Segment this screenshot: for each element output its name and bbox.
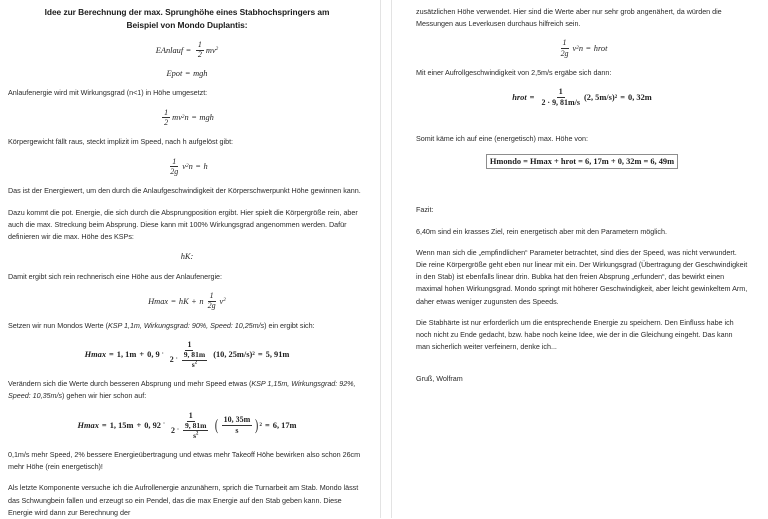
fraction-one-over-2g: $\frac{1}{2g}$	[170, 156, 179, 176]
paragraph-stabhaerte: Die Stabhärte ist nur erforderlich um die entsprechende Energie zu speichern. Den Einfluss habe ich noch nicht zu Ende gedacht, bzw. habe noch keine Idee, wie der in die Gleichung eingeht. Das kann man sicherlich weiter verfeinern, denke ich...	[416, 317, 734, 352]
fraction-one-over-2g-numeric: $\frac{1}{2 \cdot 9, 81m/s}$	[541, 87, 580, 107]
formula-hrot-general: $\frac{1}{2g}$ v 2 n = hrot	[560, 38, 608, 58]
math-value-speed: (10, 25m/s)	[213, 350, 253, 360]
paragraph-energiewert: Das ist der Energiewert, um den durch die Anlaufgeschwindigkeit der Körperschwerpunkt Höhe gewinnen kann.	[8, 186, 361, 196]
fraction-one-over-2g-numeric: 1 2 · $\frac{9, 81m}{s^2}$	[170, 410, 207, 440]
left-column	[0, 0, 384, 518]
para-better-pre: Verändern sich die Werte durch besseren Absprung und mehr Speed etwas (	[8, 379, 252, 389]
formula-hmax-case1: Hmax = 1, 1m + 0, 9 · 1 2 · $\frac{9, 81m}{s^2}$ (10, 25m/s) 2 = 5, 91m	[84, 339, 290, 370]
math-exponent: 2	[215, 46, 219, 53]
spacer	[416, 116, 748, 133]
formula-height-from-speed: $\frac{1}{2g}$ v 2 n = h	[170, 156, 208, 176]
fraction-g-value: $\frac{9, 81m}{s^2}$	[183, 350, 206, 370]
math-result-hmax2: 6, 17m	[272, 420, 297, 430]
fraction-speed: $\frac{10, 35m}{s}$	[223, 415, 251, 435]
signature: Gruß, Wolfram	[416, 373, 463, 383]
math-term-hk: hK:	[180, 252, 194, 262]
title-line-2: Beispiel von Mondo Duplantis:	[126, 19, 248, 30]
paragraph-bessere-werte	[8, 378, 366, 402]
speed-fraction-group: ( $\frac{10, 35m}{s}$ )	[215, 415, 259, 435]
fraction-one-over-2g: $\frac{1}{2g}$	[560, 38, 569, 58]
page-title	[8, 6, 366, 31]
math-term-height: h	[203, 162, 208, 172]
fraction-one-half: $\frac{1}{2}$	[164, 107, 169, 127]
spacer	[416, 363, 748, 373]
formula-hmondo-boxed	[416, 154, 748, 169]
formula-hmax-case2: Hmax = 1, 15m + 0, 92 · 1 2 · $\frac{9, 81m}{s^2}$ ( $\frac{10, 35m}{s}$ ) 2 = 6, 17m	[77, 410, 297, 440]
math-value-roll-speed: (2, 5m/s)	[583, 92, 615, 102]
math-term-efficiency: n	[184, 113, 189, 123]
math-term-hrot: hrot	[593, 43, 608, 53]
paragraph-aufrollgeschwindigkeit: Mit einer Aufrollgeschwindigkeit von 2,5m/s ergäbe sich dann:	[416, 68, 612, 78]
para-better-values: KSP 1,15m, Wirkungsgrad: 92%, Speed: 10,35m/s	[8, 379, 356, 401]
formula-hk-definition	[8, 252, 366, 262]
paragraph-fazit-ziel: 6,40m sind ein krasses Ziel, rein energetisch aber mit den Parametern möglich.	[416, 226, 667, 236]
right-column	[384, 0, 768, 518]
paragraph-rechnerische-hoehe: Damit ergibt sich rein rechnerisch eine Höhe aus der Anlaufenergie:	[8, 271, 223, 281]
paragraph-mondos-werte	[8, 320, 366, 332]
formula-hrot-numeric: hrot = $\frac{1}{2 \cdot 9, 81m/s}$ (2, 5m/s) 2 = 0, 32m	[512, 87, 652, 107]
math-equals: =	[186, 45, 191, 55]
math-result-hmax1: 5, 91m	[265, 350, 290, 360]
spacer	[416, 178, 748, 204]
paragraph-anlaufenergie: Anlaufenergie wird mit Wirkungsgrad (n<1) in Höhe umgesetzt:	[8, 88, 208, 98]
fraction-g-value: $\frac{9, 81m}{s^2}$	[184, 421, 207, 440]
formula-energy-balance: $\frac{1}{2}$ m v 2 n = mgh	[164, 107, 214, 127]
paragraph-zusaetzliche-hoehe: zusätzlichen Höhe verwendet. Hier sind die Werte aber nur sehr grob angenähert, da würden die Messungen aus Leverkusen durchaus hilfreich sein.	[416, 7, 722, 29]
fraction-one-half: $\frac{1}{2}$	[197, 40, 202, 60]
para-mondo-values: KSP 1,1m, Wirkungsgrad: 90%, Speed: 10,25m/s	[107, 320, 265, 330]
math-term-mass: m	[205, 45, 212, 55]
paragraph-empfindliche-parameter: Wenn man sich die „empfindlichen“ Parameter betrachtet, sind dies der Speed, was nicht verwundert. Die reine Körpergröße geht eben nur linear mit ein. Der Wirkungsgrad (Übertragung der Geschwindigkeit in den Stab) ist ebenfalls linear drin. Bubka hat den freien Absprung „erfunden“, das bewirkt einen maximal hohen Wirkungsgrad. Mondo springt mit höherer Geschwindigkeit, aber leicht gewinkeltem Arm, daher etwas weniger zugunsten des Speeds.	[416, 247, 748, 306]
fraction-one-over-2g: $\frac{1}{2g}$	[207, 290, 216, 311]
math-term-mgh: mgh	[193, 68, 208, 78]
paragraph-aufrollenergie: Als letzte Komponente versuche ich die Aufrollenergie anzunähern, sprich die Turnarbeit am Stab. Mondo lässt das Schwungbein fallen und erzeugt so ein Pendel, das die max Energie auf den Stab geben kann. Diese Energie wird dann zur Berechnung der	[8, 483, 359, 517]
fraction-one-over-2g-numeric: 1 2 · $\frac{9, 81m}{s^2}$	[169, 339, 206, 370]
math-value-ksp: 1, 1m	[116, 350, 137, 360]
boxed-result: Hmondo = Hmax + hrot = 6, 17m + 0, 32m = 6, 49m	[486, 154, 678, 169]
paragraph-mehr-speed: 0,1m/s mehr Speed, 2% bessere Energieübertragung und etwas mehr Takeoff Höhe bewirken also schon 26cm mehr Höhe (rein energetisch)!	[8, 449, 361, 472]
para-better-post: ) gehen wir hier schon auf:	[62, 391, 147, 401]
math-value-efficiency: 0, 9	[147, 350, 160, 360]
title-line-1: Idee zur Berechnung der max. Sprunghöhe eines Stabhochspringers am	[44, 7, 330, 17]
para-mondo-post: ) ein ergibt sich:	[264, 320, 315, 330]
math-term-velocity: v	[211, 45, 216, 55]
para-mondo-pre: Setzen wir nun Mondos Werte (	[8, 320, 108, 330]
heading-fazit: Fazit:	[416, 205, 434, 215]
math-term-hmax: Hmax	[148, 296, 169, 306]
math-term-eanlauf: EAnlauf	[155, 45, 184, 55]
paragraph-somit-kaeme: Somit käme ich auf eine (energetisch) max. Höhe von:	[416, 134, 588, 144]
formula-eanlauf	[8, 41, 366, 60]
formula-hmax-general: Hmax = hK + n $\frac{1}{2g}$ v 2	[148, 290, 226, 311]
math-term-epot: Epot	[166, 68, 183, 78]
paragraph-pot-energie: Dazu kommt die pot. Energie, die sich durch die Absprungposition ergibt. Hier spielt die Körpergröße rein, aber auch die max. Streckung beim Absprung. Diese kann mit 100% Wirkungsgrad angenommen werden. Dafür definieren wir die max. Höhe des KSPs:	[8, 207, 358, 241]
paragraph-koerpergewicht: Körpergewicht fällt raus, steckt implizit im Speed, nach h aufgelöst gibt:	[8, 137, 234, 147]
math-result-hrot: 0, 32m	[628, 92, 652, 102]
formula-epot: Epot = mgh	[166, 68, 208, 78]
